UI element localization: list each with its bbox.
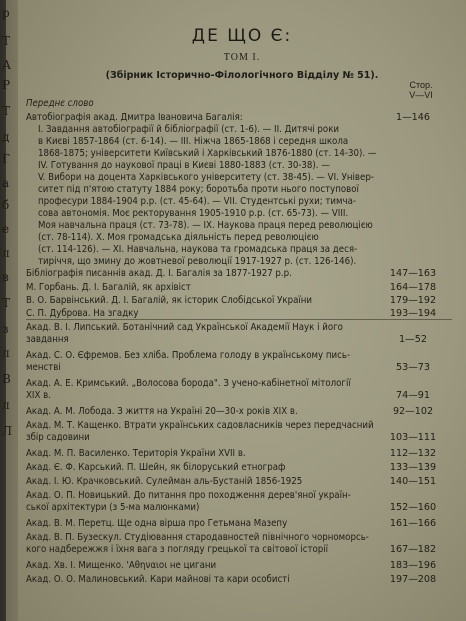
margin-char: д: [2, 130, 10, 144]
toc-entry-line: IV. Готування до наукової праці в Києві 1880-1883 (ст. 30-38). —: [38, 160, 330, 171]
toc-entry: [26, 476, 380, 488]
toc-entry: [26, 420, 380, 444]
toc-entry-line: Акад. О. О. Малиновський. Кари майнові та кари особисті: [26, 574, 290, 585]
toc-entry-line: Акад. А. Е. Кримський. „Волосова борода". З учено-кабінетної мітології: [26, 378, 351, 389]
volume-label: ТОМ I.: [223, 52, 261, 63]
toc-entry-line: Акад. Є. Ф. Карський. П. Шейн, як білоруський етнограф: [26, 462, 286, 473]
pages-header-label: Стор.: [409, 80, 433, 90]
margin-char: л: [2, 398, 10, 412]
toc-entry-pages: 1—52: [399, 334, 427, 345]
toc-entry: [26, 112, 380, 268]
toc-entry-line: М. Горбань. Д. І. Багалій, як архівіст: [26, 282, 191, 293]
toc-entry-line: I. Завдання автобіографії й бібліографії (ст. 1-6). — II. Дитячі роки: [38, 124, 340, 135]
toc-entry-line: Акад. С. О. Єфремов. Без хліба. Проблема голоду в українському пись-: [26, 350, 351, 361]
toc-entry-pages: 179—192: [389, 295, 437, 306]
toc-entry-line: збір садовини: [26, 432, 90, 443]
margin-char: е: [2, 222, 10, 236]
toc-entry: [26, 532, 380, 556]
toc-entry-pages: 193—194: [389, 308, 437, 319]
toc-entry: [26, 282, 380, 294]
toc-entry-line: В. О. Барвінський. Д. І. Багалій, як історик Слобідської України: [26, 295, 313, 306]
margin-char: Р: [2, 78, 11, 92]
toc-entry-line: сова автономія. Моє ректорування 1905-1910 р.р. (ст. 65-73). — VIII.: [38, 208, 349, 219]
toc-entry: [26, 322, 380, 346]
toc-entry: [26, 295, 380, 307]
toc-entry-line: Акад. І. Ю. Крачковський. Сулейман аль-Бустаній 1856-1925: [26, 476, 303, 487]
toc-entry-line: менстві: [26, 362, 61, 373]
toc-entry-pages: 1—146: [395, 112, 430, 123]
toc-entry-pages: 164—178: [389, 282, 437, 293]
toc-entry-pages: 152—160: [389, 502, 437, 513]
margin-char: л: [2, 346, 10, 360]
toc-entry-line: Акад. О. П. Новицький. До питання про походження дерев'яної україн-: [26, 490, 351, 501]
pages-column-header: [396, 80, 446, 100]
toc-entry-line: Акад. Хв. І. Мищенко. 'Αθηναιοι не цигани: [26, 560, 217, 571]
book-page: [18, 0, 466, 621]
toc-entry-line: (ст. 114-126). — XI. Навчальна, наукова та громадська праця за деся-: [38, 244, 358, 255]
margin-char: Т: [2, 104, 11, 118]
section-divider: [26, 319, 452, 320]
toc-entry-line: Акад. В. М. Перетц. Ще одна вірша про Гетьмана Мазепу: [26, 518, 288, 529]
toc-entry: [26, 462, 380, 474]
toc-entry-line: Бібліографія писаннів акад. Д. І. Багалія за 1877-1927 р.р.: [26, 268, 292, 279]
toc-entry: [26, 518, 380, 530]
toc-entry-line: кого надбережжя і їхня вага з погляду грецької та світової історії: [26, 544, 329, 555]
toc-entry: [26, 268, 380, 280]
margin-char: б: [2, 198, 10, 212]
toc-entry-pages: 183—196: [389, 560, 437, 571]
margin-char: А: [2, 58, 12, 72]
toc-entry-line: Акад. В. П. Бузескул. Студіювання стародавностей північного чорноморсь-: [26, 532, 369, 543]
toc-entry-line: Акад. М. Т. Кащенко. Втрати українських садовласників через передчасний: [26, 420, 374, 431]
toc-entry-pages: 53—73: [395, 362, 430, 373]
toc-entry-line: Акад. В. І. Липський. Ботанічний сад Української Академії Наук і його: [26, 322, 343, 333]
toc-entry-pages: 133—139: [389, 462, 437, 473]
toc-entry: [26, 378, 380, 402]
toc-entry-pages: 140—151: [389, 476, 437, 487]
toc-entry: [26, 448, 380, 460]
toc-entry-line: ської архітектури (з 5-ма малюнками): [26, 502, 200, 513]
toc-entry-line: 1868-1875; університети Київський і Харківський 1876-1880 (ст. 14-30). —: [38, 148, 377, 159]
toc-entry-pages: 197—208: [389, 574, 437, 585]
toc-entry-line: XIX в.: [26, 390, 51, 401]
toc-entry-pages: 167—182: [389, 544, 437, 555]
toc-entry-line: V. Вибори на доцента Харківського університету (ст. 38-45). — VI. Універ-: [38, 172, 374, 183]
margin-char: в: [2, 270, 9, 284]
toc-entry-pages: 112—132: [389, 448, 437, 459]
margin-char: а: [2, 176, 10, 190]
page-title: ДЕ ЩО Є:: [191, 26, 293, 46]
margin-char: Т: [2, 34, 11, 48]
toc-entry-line: професури 1884-1904 р.р. (ст. 45-64). — VII. Студентські рухи; тимча-: [38, 196, 357, 207]
toc-entry-line: Автобіографія акад. Дмитра Івановича Багалія:: [26, 112, 243, 123]
series-label: (Збірник Історично-Філологічного Відділу № 51).: [105, 70, 379, 81]
margin-char: р: [2, 6, 10, 20]
toc-entry-pages: 74—91: [395, 390, 430, 401]
toc-entry-line: Моя навчальна праця (ст. 73-78). — IX. Наукова праця перед революцією: [38, 220, 373, 231]
toc-entry-line: в Києві 1857-1864 (ст. 6-14). — III. Ніжча 1865-1868 і середня школа: [38, 136, 349, 147]
margin-char: Т: [2, 296, 11, 310]
toc-entry-pages: 103—111: [389, 432, 437, 443]
toc-entry-line: завдання: [26, 334, 69, 345]
preface-pages: V—VI: [409, 90, 433, 100]
toc-entry: [26, 574, 380, 586]
toc-entry-line: С. П. Дуброва. На згадку: [26, 308, 139, 319]
toc-entry-pages: 147—163: [389, 268, 437, 279]
margin-char: Г: [2, 152, 10, 166]
margin-char: л: [2, 246, 10, 260]
toc-entry: [26, 350, 380, 374]
toc-entry: [26, 98, 380, 110]
toc-entry-line: Акад. А. М. Лобода. З життя на Україні 20—30-х років XIX в.: [26, 406, 298, 417]
toc-entry-pages: 92—102: [392, 406, 434, 417]
toc-entry-line: ситет під п'ятою статуту 1884 року; боротьба проти нього поступової: [38, 184, 359, 195]
margin-char: В: [2, 372, 11, 386]
toc-entry: [26, 490, 380, 514]
toc-entry: [26, 560, 380, 572]
toc-entry-line: Переднє слово: [26, 98, 94, 109]
toc-entry-pages: 161—166: [389, 518, 437, 529]
toc-entry-line: (ст. 78-114). X. Моя громадська діяльність перед революцією: [38, 232, 319, 243]
toc-entry: [26, 406, 380, 418]
toc-entry-line: Акад. М. П. Василенко. Територія України XVII в.: [26, 448, 246, 459]
toc-entry-line: тиріччя, що змину до жовтневої революції 1917-1927 р. (ст. 126-146).: [38, 256, 357, 267]
margin-char: Л: [2, 424, 13, 438]
margin-char: з: [2, 322, 9, 336]
